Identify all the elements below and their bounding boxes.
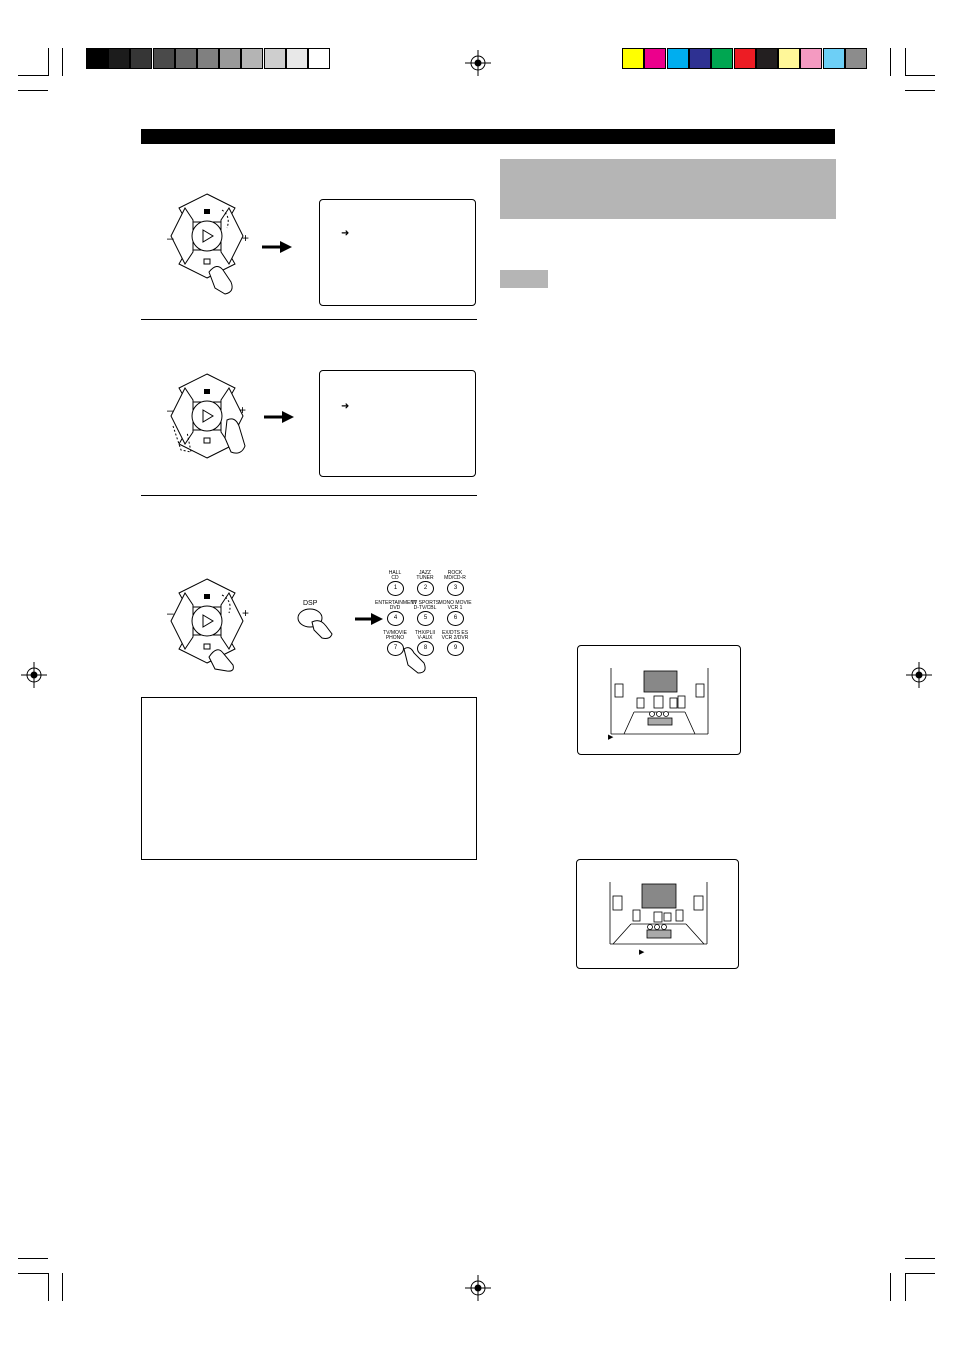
color-swatch (756, 48, 778, 69)
keypad-mode-label: JAZZ (419, 570, 431, 576)
arrow-right-icon (264, 410, 294, 424)
arrow-right-icon (355, 612, 383, 626)
gray-swatch (286, 48, 308, 69)
keypad-input-label: VCR 1 (447, 605, 463, 611)
note-tag (500, 270, 548, 288)
color-swatch (711, 48, 733, 69)
keypad-input-label: MD/CD-R (444, 575, 466, 581)
keypad-button[interactable]: 5 (417, 611, 434, 626)
color-swatch (778, 48, 800, 69)
keypad-button[interactable]: 3 (447, 581, 464, 596)
keypad-button[interactable]: 7 (387, 641, 404, 656)
color-swatch (667, 48, 689, 69)
pressing-hand-icon (398, 645, 434, 675)
divider-rule (141, 495, 477, 496)
remote-cursor-pad-step1 (165, 188, 250, 298)
minus-label-step1: – (167, 231, 174, 245)
speaker-layout-diagram (578, 646, 742, 756)
keypad-input-label: V-AUX (417, 635, 433, 641)
keypad-mode-label: EX/DTS ES (441, 630, 469, 636)
gray-swatch (197, 48, 219, 69)
registration-mark-top (465, 50, 491, 76)
dsp-button-label: DSP (303, 600, 318, 607)
cursor-arrow-icon: ➜ (341, 228, 350, 239)
arrow-right-icon (262, 240, 292, 254)
keypad-mode-label: ROCK (447, 570, 463, 576)
cursor-arrow-icon: ➜ (341, 401, 350, 412)
color-swatch (734, 48, 756, 69)
gray-swatch (241, 48, 263, 69)
color-swatch (689, 48, 711, 69)
osd-screen-step2 (319, 370, 476, 477)
keypad-mode-label: HALL (388, 570, 402, 576)
keypad-mode-label: THX/PLII (414, 630, 436, 636)
keypad-button[interactable]: 6 (447, 611, 464, 626)
minus-label-step2: – (167, 403, 174, 417)
info-box (141, 697, 477, 860)
speaker-layout-screen-2 (576, 859, 739, 969)
header-bar (141, 129, 835, 144)
color-swatch (644, 48, 666, 69)
color-swatch (845, 48, 867, 69)
selection-marker-icon: ▶ (639, 949, 645, 956)
registration-mark-right (906, 662, 932, 688)
gray-swatch (86, 48, 108, 69)
keypad-input-label: DVD (389, 605, 401, 611)
dsp-button[interactable] (296, 608, 336, 640)
plus-label-step1: + (242, 231, 250, 245)
keypad-button[interactable]: 9 (447, 641, 464, 656)
keypad-mode-label: TV SPORTS (410, 600, 440, 606)
keypad-button[interactable]: 1 (387, 581, 404, 596)
keypad-input-label: VCR 2/DVR (441, 635, 469, 641)
registration-mark-bottom (465, 1275, 491, 1301)
keypad-mode-label: TV/MOVIE (383, 630, 407, 636)
section-heading-box (500, 159, 836, 219)
gray-swatch (175, 48, 197, 69)
plus-label-step3: + (242, 606, 250, 620)
remote-cursor-pad-step2 (165, 370, 250, 480)
gray-swatch (108, 48, 130, 69)
gray-swatch (219, 48, 241, 69)
keypad-mode-label: MONO MOVIE (438, 600, 472, 606)
selection-marker-icon: ▶ (608, 734, 614, 741)
color-swatch (800, 48, 822, 69)
keypad-button[interactable]: 4 (387, 611, 404, 626)
gray-swatch (308, 48, 330, 69)
color-swatch (622, 48, 644, 69)
keypad-input-label: PHONO (385, 635, 405, 641)
color-swatch (823, 48, 845, 69)
speaker-layout-diagram (577, 860, 740, 970)
keypad-button[interactable]: 8 (417, 641, 434, 656)
gray-swatch (264, 48, 286, 69)
keypad-input-label: D-TV/CBL (413, 605, 437, 611)
divider-rule (141, 319, 477, 320)
minus-label-step3: – (167, 606, 174, 620)
plus-label-step2: + (239, 403, 247, 417)
osd-screen-step1 (319, 199, 476, 306)
keypad-input-label: CD (391, 575, 399, 581)
keypad-input-label: TUNER (416, 575, 434, 581)
gray-swatch (130, 48, 152, 69)
remote-cursor-pad-step3 (165, 573, 250, 673)
keypad-mode-label: ENTERTAINMENT (375, 600, 418, 606)
registration-mark-left (21, 662, 47, 688)
speaker-layout-screen-1 (577, 645, 741, 755)
gray-swatch (153, 48, 175, 69)
keypad-button[interactable]: 2 (417, 581, 434, 596)
